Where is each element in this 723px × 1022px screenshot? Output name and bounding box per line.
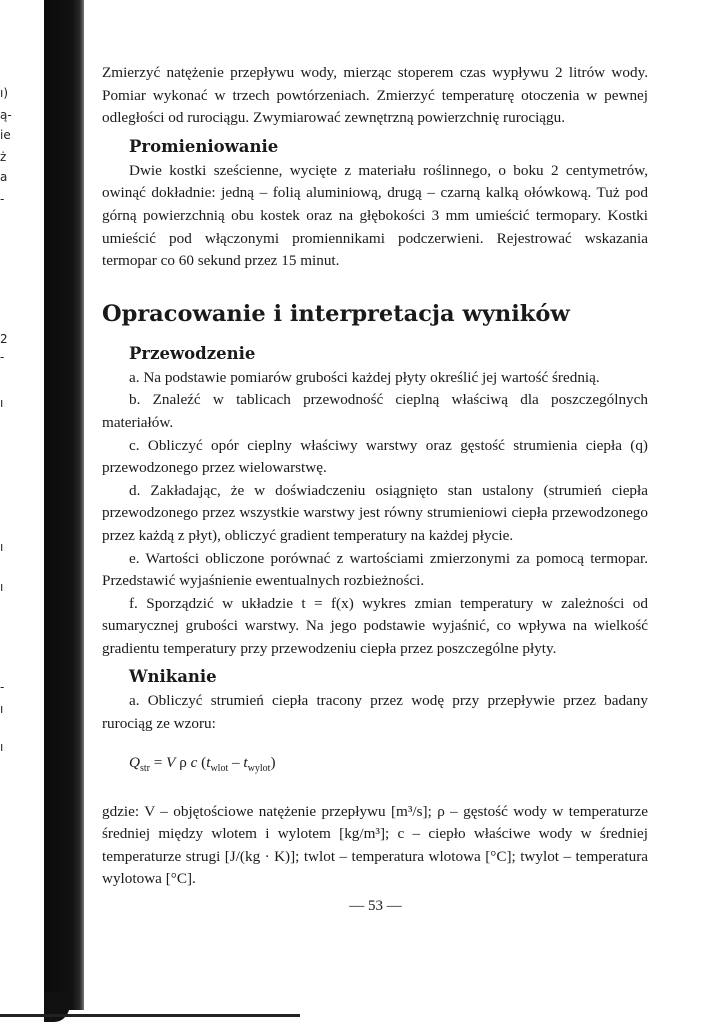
- radiation-heading: Promieniowanie: [129, 136, 279, 156]
- margin-fragment: ı: [0, 702, 4, 716]
- formula-equals: =: [149, 753, 167, 771]
- margin-fragment: ı: [0, 396, 4, 410]
- formula-close: ): [270, 753, 276, 771]
- page-number: — 53 —: [349, 898, 402, 914]
- conduction-item-d: d. Zakładając, że w doświadczeniu osiągnięto stan ustalony (strumień ciepła przewodzonego przez wszystkie warstwy jest równy strumieniowi ciepła przewodzonego przez każdą z płyt), obliczyć gradient temperatury na każdej płycie.: [102, 481, 648, 544]
- formula-rho: ρ: [175, 753, 191, 771]
- radiation-paragraph: Dwie kostki sześcienne, wycięte z materiału roślinnego, o boku 2 centymetrów, owinąć dokładnie: jedną – folią aluminiową, drugą – czarną kalką ołówkową. Tuż pod górną powierzchnią obu kostek oraz na głębokości 3 mm umieścić termopary. Kostki umieścić pod włączonymi promiennikami podczerwieni. Rejestrować wskazania termopar co 60 sekund przez 15 minut.: [102, 161, 648, 270]
- previous-page-margin: [0, 0, 14, 1020]
- conduction-heading: Przewodzenie: [129, 343, 256, 363]
- formula-v: V: [166, 753, 176, 771]
- margin-fragment: -: [0, 350, 5, 364]
- penetration-heading: Wnikanie: [129, 667, 217, 687]
- where-paragraph: gdzie: V – objętościowe natężenie przepływu [m³/s]; ρ – gęstość wody w temperaturze średniej między wlotem i wylotem [kg/m³]; c – ciepło właściwe wody w średniej temperaturze strugi [J/(kg · K)]; twlot – temperatura wlotowa [°C]; twylot – temperatura wylotowa [°C].: [102, 802, 648, 888]
- margin-fragment: ż: [0, 150, 7, 164]
- conduction-item-b: b. Znaleźć w tablicach przewodność cieplną właściwą dla poszczególnych materiałów.: [102, 391, 648, 431]
- bottom-scan-edge: [0, 1014, 300, 1017]
- formula-q-sub: str: [139, 762, 150, 774]
- page-content: [102, 62, 648, 891]
- formula-open: (: [197, 753, 207, 771]
- margin-fragment: 2: [0, 332, 8, 346]
- conduction-item-e: e. Wartości obliczone porównać z wartościami zmierzonymi za pomocą termopar. Przedstawić wyjaśnienie ewentualnych rozbieżności.: [102, 549, 648, 590]
- conduction-item-c: c. Obliczyć opór cieplny właściwy warstwy oraz gęstość strumienia ciepła (q) przewodzonego przez wielowarstwę.: [102, 436, 648, 477]
- margin-fragment: ie: [0, 128, 11, 142]
- heat-flux-formula: [129, 751, 648, 781]
- formula-t1-sub: wlot: [210, 762, 229, 774]
- formula-c: c: [190, 753, 198, 771]
- margin-fragment: ı): [0, 86, 9, 100]
- conduction-item-a: a. Na podstawie pomiarów grubości każdej płyty określić jej wartość średnią.: [129, 368, 600, 386]
- formula-minus: –: [228, 753, 244, 771]
- formula-q: Q: [129, 753, 140, 771]
- margin-fragment: a: [0, 170, 8, 184]
- section-heading: Opracowanie i interpretacja wyników: [102, 300, 570, 327]
- margin-fragment: ą-: [0, 108, 12, 122]
- formula-t2: t: [243, 753, 248, 771]
- penetration-item-a: a. Obliczyć strumień ciepła tracony przez wodę przy przepływie przez badany rurociąg ze wzoru:: [102, 692, 648, 733]
- margin-fragment: -: [0, 192, 5, 206]
- margin-fragment: ı: [0, 740, 4, 754]
- page-binding-shadow: [44, 0, 84, 1010]
- conduction-item-f: f. Sporządzić w układzie t = f(x) wykres zmian temperatury w zależności od sumarycznej grubości warstwy. Na jego podstawie wyjaśnić, co wpływa na wielkość gradientu temperatury przy przewodzeniu ciepła przez poszczególne płyty.: [102, 594, 648, 657]
- margin-fragment: ı: [0, 580, 4, 594]
- margin-fragment: -: [0, 680, 5, 694]
- margin-fragment: ı: [0, 540, 4, 554]
- formula-t1: t: [206, 753, 211, 771]
- formula-t2-sub: wylot: [247, 762, 271, 774]
- intro-paragraph: Zmierzyć natężenie przepływu wody, mierząc stoperem czas wypływu 2 litrów wody. Pomiar wykonać w trzech powtórzeniach. Zmierzyć temperaturę otoczenia w pewnej odległości od rurociągu. Zwymiarować zewnętrzną powierzchnię rurociągu.: [102, 64, 648, 127]
